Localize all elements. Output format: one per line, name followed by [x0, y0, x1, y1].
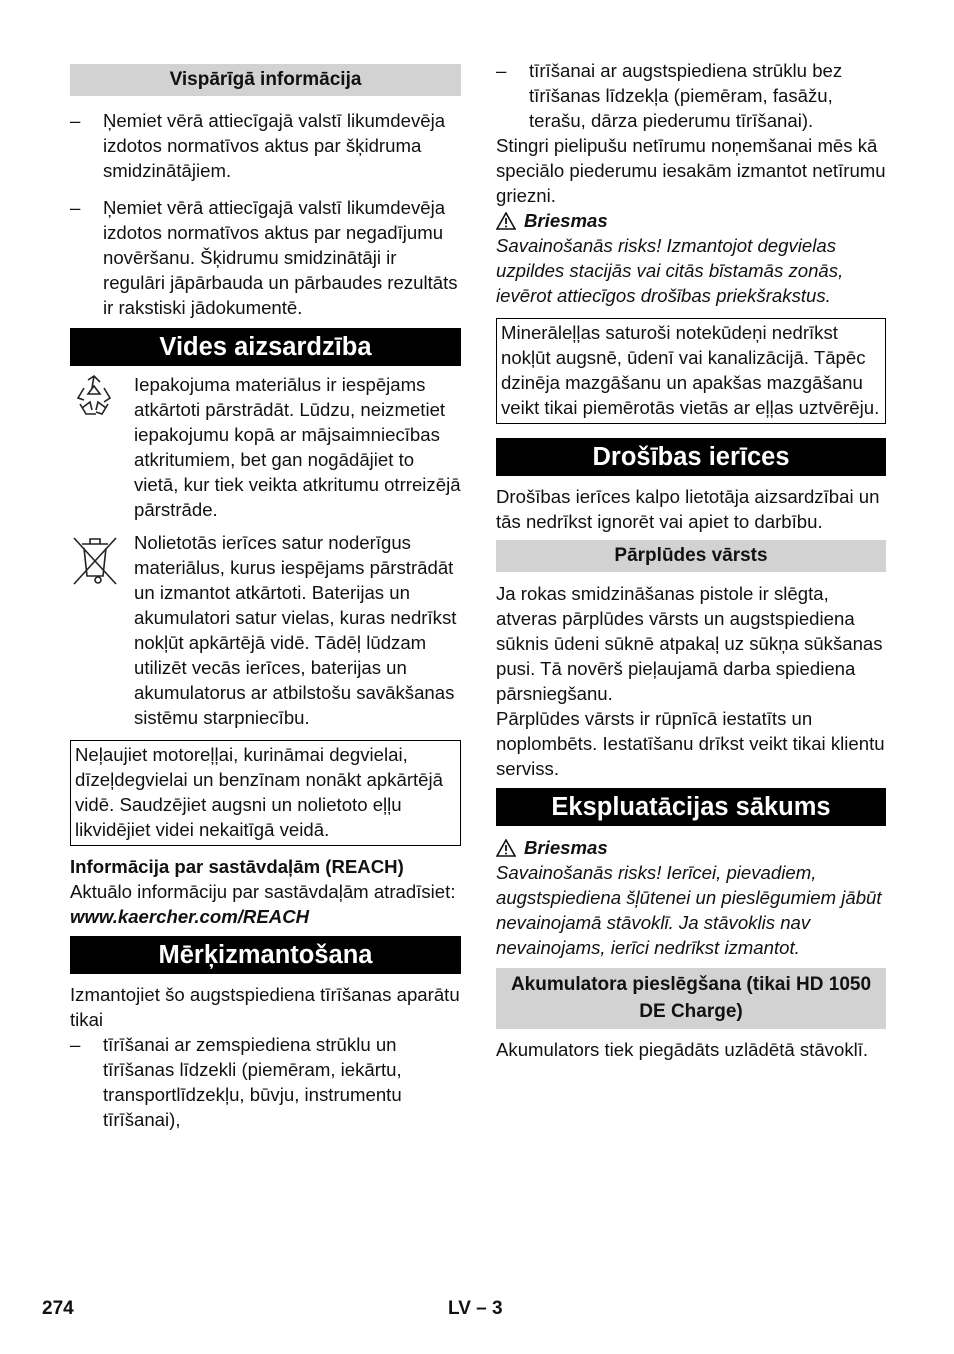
page-number: 274 [42, 1298, 74, 1319]
reach-heading: Informācija par sastāvdaļām (REACH) [70, 856, 404, 877]
recycle-note: Iepakojuma materiālus ir iespējams atkārtoti pārstrādāt. Lūdzu, neizmetiet iepakojumu kopā ar mājsaimniecības atkritumiem, bet gan nogādājiet to vietā, kur tiek veikta atkritumu otrreizējā pārstrāde. [70, 372, 461, 522]
language-section-label [448, 1298, 503, 1320]
danger-text: Savainošanās risks! Izmantojot degvielas uzpildes stacijās vai citās bīstamās zonās, ievērot attiecīgos drošības priekšrakstus. [496, 235, 844, 306]
recycle-icon [70, 372, 118, 420]
language-code: LV [448, 1298, 471, 1319]
crossed-bin-icon [70, 530, 120, 588]
battery-connection-heading: Akumulatora pieslēgšana (tikai HD 1050 DE Charge) [496, 968, 886, 1029]
intended-use-intro: Izmantojiet šo augstspiediena tīrīšanas aparātu tikai [70, 984, 460, 1030]
general-info-heading: Vispārīgā informācija [70, 64, 461, 96]
list-item: – tīrīšanai ar zemspiediena strūklu un tīrīšanas līdzekli (piemēram, iekārtu, transportlīdzekļu, būvju, instrumentu tīrīšanai), [70, 1034, 402, 1130]
section-number: – 3 [476, 1298, 503, 1319]
reach-text: Aktuālo informāciju par sastāvdaļām atradīsiet: [70, 881, 456, 902]
danger-text: Savainošanās risks! Ierīcei, pievadiem, augstspiediena šļūtenei un pieslēgumiem jābūt nevainojamā stāvoklī. Ja stāvoklis nav nevainojams, ierīci nedrīkst izmantot. [496, 862, 882, 958]
environment-heading: Vides aizsardzība [70, 328, 461, 366]
dirt-blaster-note: Stingri pielipušu netīrumu noņemšanai mēs kā speciālo piederumu iesakām izmantot netīrumu griezni. [496, 135, 886, 206]
overflow-valve-text-1: Ja rokas smidzināšanas pistole ir slēgta, atveras pārplūdes vārsts un augstspiediena sūknis ūdeni sūknē atpakaļ uz sūkņa sūkšanas pusi. Tā novērš pieļaujamā darba spiediena pārsniegšanu. [496, 583, 883, 704]
list-item: – tīrīšanai ar augstspiediena strūklu bez tīrīšanas līdzekļa (piemēram, fasāžu, terašu, dārza piederumu tīrīšanai). [496, 60, 843, 131]
left-column [70, 58, 461, 1132]
warning-icon [496, 212, 516, 230]
oil-disposal-box: Neļaujiet motoreļļai, kurināmai degvielai, dīzeļdegvielai un benzīnam nonākt apkārtējā vidē. Saudzējiet augsni un nolietoto eļļu likvidējiet videi nekaitīgā veidā. [70, 740, 461, 846]
list-item: – Ņemiet vērā attiecīgajā valstī likumdevēja izdotos normatīvos aktus par negadījumu novēršanu. Šķidrumu smidzinātāji ir regulāri jāpārbauda un pārbaudes rezultāts ir rakstiski jādokumentē. [70, 197, 458, 318]
overflow-valve-heading: Pārplūdes vārsts [496, 540, 886, 572]
safety-heading: Drošības ierīces [496, 438, 886, 476]
list-item: – Ņemiet vērā attiecīgajā valstī likumdevēja izdotos normatīvos aktus par šķidruma smidzinātājiem. [70, 110, 446, 181]
startup-heading: Ekspluatācijas sākums [496, 788, 886, 826]
right-column [496, 58, 886, 1062]
danger-title: Briesmas [496, 835, 886, 860]
weee-note: Nolietotās ierīces satur noderīgus materiālus, kurus iespējams pārstrādāt un izmantot atkārtoti. Baterijas un akumulatori satur vielas, kuras nedrīkst nokļūt apkārtējā vidē. Tādēļ lūdzam utilizēt vecās ierīces, baterijas un akumulatorus ar atbilstošu savākšanas sistēmu starpniecību. [70, 530, 461, 730]
reach-link[interactable]: www.kaercher.com/REACH [70, 906, 310, 927]
mineral-oil-box: Minerāleļļas saturoši notekūdeņi nedrīkst nokļūt augsnē, ūdenī vai kanalizācijā. Tāpēc dzinēja mazgāšanu un apakšas mazgāšanu veikt tikai piemērotās vietās ar eļļas uztvērēju. [496, 318, 886, 424]
battery-text: Akumulators tiek piegādāts uzlādētā stāvoklī. [496, 1039, 869, 1060]
overflow-valve-text-2: Pārplūdes vārsts ir rūpnīcā iestatīts un noplombēts. Iestatīšanu drīkst veikt tikai klientu serviss. [496, 708, 885, 779]
danger-title: Briesmas [496, 208, 886, 233]
intended-use-heading: Mērķizmantošana [70, 936, 461, 974]
safety-text: Drošības ierīces kalpo lietotāja aizsardzībai un tās nedrīkst ignorēt vai apiet to darbību. [496, 486, 880, 532]
warning-icon [496, 839, 516, 857]
